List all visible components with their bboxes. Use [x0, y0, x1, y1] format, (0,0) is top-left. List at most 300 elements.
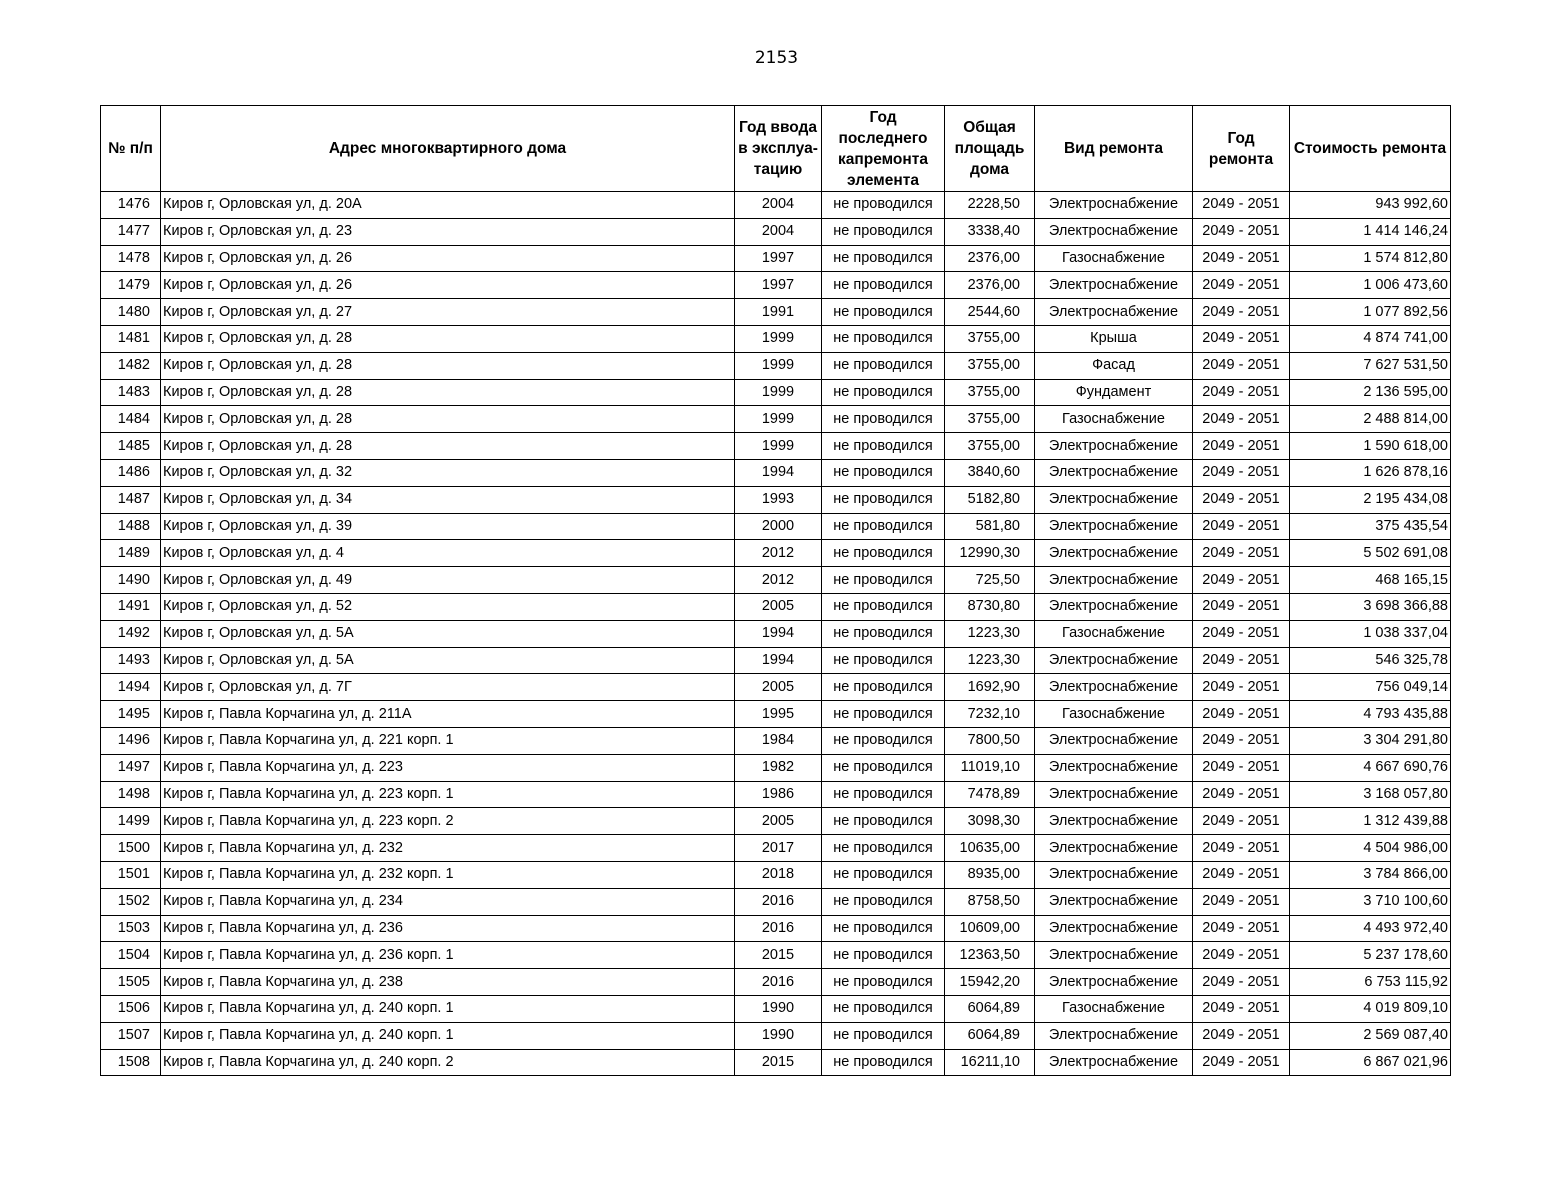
cell-repair-years: 2049 - 2051 [1193, 567, 1290, 594]
cell-area: 2376,00 [945, 272, 1035, 299]
cell-repair-type: Газоснабжение [1035, 245, 1193, 272]
cell-num: 1504 [101, 942, 161, 969]
cell-repair-years: 2049 - 2051 [1193, 245, 1290, 272]
cell-repair-type: Электроснабжение [1035, 915, 1193, 942]
cell-last-repair: не проводился [822, 352, 945, 379]
cell-year-built: 1991 [735, 299, 822, 326]
cell-address: Киров г, Орловская ул, д. 28 [161, 325, 735, 352]
cell-cost: 1 590 618,00 [1290, 433, 1451, 460]
cell-repair-type: Электроснабжение [1035, 781, 1193, 808]
header-year-built: Год ввода в эксплуа-тацию [735, 106, 822, 192]
table-row [101, 727, 1451, 754]
cell-year-built: 2017 [735, 835, 822, 862]
cell-num: 1492 [101, 620, 161, 647]
cell-address: Киров г, Орловская ул, д. 20А [161, 192, 735, 219]
cell-num: 1507 [101, 1022, 161, 1049]
cell-cost: 943 992,60 [1290, 192, 1451, 219]
cell-num: 1494 [101, 674, 161, 701]
cell-last-repair: не проводился [822, 299, 945, 326]
cell-repair-years: 2049 - 2051 [1193, 433, 1290, 460]
cell-last-repair: не проводился [822, 674, 945, 701]
cell-address: Киров г, Павла Корчагина ул, д. 236 [161, 915, 735, 942]
cell-num: 1490 [101, 567, 161, 594]
cell-address: Киров г, Орловская ул, д. 28 [161, 433, 735, 460]
cell-year-built: 2004 [735, 218, 822, 245]
cell-address: Киров г, Орловская ул, д. 32 [161, 459, 735, 486]
table-row [101, 674, 1451, 701]
cell-num: 1480 [101, 299, 161, 326]
cell-area: 11019,10 [945, 754, 1035, 781]
table-row [101, 272, 1451, 299]
cell-year-built: 2015 [735, 942, 822, 969]
cell-repair-type: Фундамент [1035, 379, 1193, 406]
header-address: Адрес многоквартирного дома [161, 106, 735, 192]
cell-repair-years: 2049 - 2051 [1193, 942, 1290, 969]
cell-num: 1476 [101, 192, 161, 219]
table-row [101, 486, 1451, 513]
cell-area: 1223,30 [945, 647, 1035, 674]
cell-address: Киров г, Павла Корчагина ул, д. 238 [161, 969, 735, 996]
cell-num: 1485 [101, 433, 161, 460]
cell-cost: 1 574 812,80 [1290, 245, 1451, 272]
cell-num: 1497 [101, 754, 161, 781]
cell-repair-type: Электроснабжение [1035, 835, 1193, 862]
cell-cost: 375 435,54 [1290, 513, 1451, 540]
cell-repair-years: 2049 - 2051 [1193, 593, 1290, 620]
cell-area: 3755,00 [945, 325, 1035, 352]
cell-year-built: 2000 [735, 513, 822, 540]
cell-area: 581,80 [945, 513, 1035, 540]
cell-repair-type: Электроснабжение [1035, 888, 1193, 915]
cell-area: 16211,10 [945, 1049, 1035, 1076]
cell-last-repair: не проводился [822, 406, 945, 433]
table-row [101, 540, 1451, 567]
cell-year-built: 2016 [735, 915, 822, 942]
cell-area: 12990,30 [945, 540, 1035, 567]
cell-cost: 1 312 439,88 [1290, 808, 1451, 835]
cell-repair-type: Электроснабжение [1035, 593, 1193, 620]
cell-repair-type: Электроснабжение [1035, 513, 1193, 540]
cell-cost: 4 504 986,00 [1290, 835, 1451, 862]
cell-num: 1506 [101, 995, 161, 1022]
cell-last-repair: не проводился [822, 1022, 945, 1049]
cell-repair-type: Газоснабжение [1035, 995, 1193, 1022]
cell-area: 1223,30 [945, 620, 1035, 647]
cell-cost: 2 136 595,00 [1290, 379, 1451, 406]
table-row [101, 888, 1451, 915]
header-num: № п/п [101, 106, 161, 192]
cell-repair-type: Электроснабжение [1035, 861, 1193, 888]
cell-area: 10635,00 [945, 835, 1035, 862]
cell-last-repair: не проводился [822, 754, 945, 781]
cell-last-repair: не проводился [822, 647, 945, 674]
cell-cost: 4 019 809,10 [1290, 995, 1451, 1022]
cell-num: 1499 [101, 808, 161, 835]
cell-cost: 3 710 100,60 [1290, 888, 1451, 915]
cell-num: 1501 [101, 861, 161, 888]
cell-year-built: 2016 [735, 969, 822, 996]
cell-repair-type: Электроснабжение [1035, 674, 1193, 701]
cell-repair-type: Газоснабжение [1035, 701, 1193, 728]
cell-year-built: 1990 [735, 1022, 822, 1049]
cell-address: Киров г, Павла Корчагина ул, д. 232 [161, 835, 735, 862]
cell-repair-type: Фасад [1035, 352, 1193, 379]
cell-year-built: 1997 [735, 245, 822, 272]
cell-last-repair: не проводился [822, 808, 945, 835]
cell-repair-years: 2049 - 2051 [1193, 727, 1290, 754]
cell-cost: 3 784 866,00 [1290, 861, 1451, 888]
cell-repair-type: Электроснабжение [1035, 192, 1193, 219]
cell-area: 7478,89 [945, 781, 1035, 808]
table-row [101, 915, 1451, 942]
table-row [101, 299, 1451, 326]
cell-repair-years: 2049 - 2051 [1193, 647, 1290, 674]
cell-num: 1500 [101, 835, 161, 862]
cell-area: 7232,10 [945, 701, 1035, 728]
cell-last-repair: не проводился [822, 593, 945, 620]
cell-num: 1479 [101, 272, 161, 299]
table-row [101, 218, 1451, 245]
cell-area: 725,50 [945, 567, 1035, 594]
cell-num: 1493 [101, 647, 161, 674]
table-row [101, 325, 1451, 352]
cell-last-repair: не проводился [822, 727, 945, 754]
cell-num: 1496 [101, 727, 161, 754]
cell-address: Киров г, Павла Корчагина ул, д. 221 корп. 1 [161, 727, 735, 754]
cell-area: 3840,60 [945, 459, 1035, 486]
cell-repair-type: Газоснабжение [1035, 406, 1193, 433]
cell-last-repair: не проводился [822, 567, 945, 594]
cell-repair-years: 2049 - 2051 [1193, 781, 1290, 808]
cell-repair-years: 2049 - 2051 [1193, 486, 1290, 513]
header-row [101, 106, 1451, 192]
cell-cost: 468 165,15 [1290, 567, 1451, 594]
cell-repair-years: 2049 - 2051 [1193, 325, 1290, 352]
table-row [101, 647, 1451, 674]
cell-area: 8758,50 [945, 888, 1035, 915]
table-row [101, 1049, 1451, 1076]
cell-address: Киров г, Орловская ул, д. 23 [161, 218, 735, 245]
cell-repair-years: 2049 - 2051 [1193, 379, 1290, 406]
cell-year-built: 1994 [735, 459, 822, 486]
cell-area: 3755,00 [945, 433, 1035, 460]
cell-repair-years: 2049 - 2051 [1193, 620, 1290, 647]
table-row [101, 701, 1451, 728]
cell-repair-type: Электроснабжение [1035, 540, 1193, 567]
cell-last-repair: не проводился [822, 325, 945, 352]
cell-last-repair: не проводился [822, 942, 945, 969]
cell-cost: 4 874 741,00 [1290, 325, 1451, 352]
cell-area: 8935,00 [945, 861, 1035, 888]
cell-last-repair: не проводился [822, 620, 945, 647]
cell-year-built: 2005 [735, 674, 822, 701]
cell-num: 1478 [101, 245, 161, 272]
cell-year-built: 1990 [735, 995, 822, 1022]
table-row [101, 379, 1451, 406]
cell-year-built: 1999 [735, 433, 822, 460]
table-row [101, 835, 1451, 862]
cell-repair-years: 2049 - 2051 [1193, 540, 1290, 567]
cell-cost: 546 325,78 [1290, 647, 1451, 674]
cell-repair-type: Электроснабжение [1035, 218, 1193, 245]
cell-repair-type: Электроснабжение [1035, 647, 1193, 674]
cell-cost: 5 237 178,60 [1290, 942, 1451, 969]
cell-cost: 4 667 690,76 [1290, 754, 1451, 781]
cell-repair-years: 2049 - 2051 [1193, 969, 1290, 996]
cell-year-built: 1993 [735, 486, 822, 513]
cell-num: 1491 [101, 593, 161, 620]
cell-year-built: 1994 [735, 647, 822, 674]
cell-cost: 6 753 115,92 [1290, 969, 1451, 996]
cell-address: Киров г, Павла Корчагина ул, д. 240 корп. 1 [161, 995, 735, 1022]
cell-last-repair: не проводился [822, 459, 945, 486]
cell-year-built: 1994 [735, 620, 822, 647]
cell-address: Киров г, Павла Корчагина ул, д. 240 корп. 2 [161, 1049, 735, 1076]
cell-repair-years: 2049 - 2051 [1193, 1022, 1290, 1049]
cell-area: 3755,00 [945, 379, 1035, 406]
cell-address: Киров г, Орловская ул, д. 28 [161, 379, 735, 406]
table-row [101, 1022, 1451, 1049]
table-row [101, 995, 1451, 1022]
table-row [101, 567, 1451, 594]
cell-area: 2228,50 [945, 192, 1035, 219]
cell-cost: 1 006 473,60 [1290, 272, 1451, 299]
cell-repair-years: 2049 - 2051 [1193, 701, 1290, 728]
cell-repair-years: 2049 - 2051 [1193, 406, 1290, 433]
cell-area: 12363,50 [945, 942, 1035, 969]
cell-year-built: 2012 [735, 540, 822, 567]
cell-year-built: 2005 [735, 808, 822, 835]
cell-cost: 756 049,14 [1290, 674, 1451, 701]
table-row [101, 459, 1451, 486]
cell-address: Киров г, Орловская ул, д. 26 [161, 272, 735, 299]
cell-repair-type: Электроснабжение [1035, 727, 1193, 754]
cell-repair-type: Электроснабжение [1035, 754, 1193, 781]
cell-repair-years: 2049 - 2051 [1193, 808, 1290, 835]
header-cost: Стоимость ремонта [1290, 106, 1451, 192]
cell-last-repair: не проводился [822, 781, 945, 808]
cell-address: Киров г, Орловская ул, д. 52 [161, 593, 735, 620]
cell-num: 1482 [101, 352, 161, 379]
cell-repair-years: 2049 - 2051 [1193, 218, 1290, 245]
table-row [101, 620, 1451, 647]
cell-address: Киров г, Орловская ул, д. 27 [161, 299, 735, 326]
cell-repair-type: Электроснабжение [1035, 567, 1193, 594]
cell-cost: 3 304 291,80 [1290, 727, 1451, 754]
cell-year-built: 1999 [735, 325, 822, 352]
cell-area: 5182,80 [945, 486, 1035, 513]
cell-address: Киров г, Орловская ул, д. 28 [161, 406, 735, 433]
cell-last-repair: не проводился [822, 486, 945, 513]
cell-address: Киров г, Павла Корчагина ул, д. 232 корп. 1 [161, 861, 735, 888]
cell-year-built: 1995 [735, 701, 822, 728]
cell-num: 1498 [101, 781, 161, 808]
cell-last-repair: не проводился [822, 861, 945, 888]
cell-num: 1487 [101, 486, 161, 513]
cell-year-built: 2012 [735, 567, 822, 594]
cell-cost: 2 195 434,08 [1290, 486, 1451, 513]
cell-last-repair: не проводился [822, 1049, 945, 1076]
cell-area: 3755,00 [945, 352, 1035, 379]
header-repair-type: Вид ремонта [1035, 106, 1193, 192]
cell-repair-type: Электроснабжение [1035, 272, 1193, 299]
cell-area: 10609,00 [945, 915, 1035, 942]
table-row [101, 969, 1451, 996]
cell-last-repair: не проводился [822, 245, 945, 272]
cell-year-built: 1999 [735, 352, 822, 379]
cell-address: Киров г, Орловская ул, д. 4 [161, 540, 735, 567]
cell-area: 3338,40 [945, 218, 1035, 245]
cell-cost: 7 627 531,50 [1290, 352, 1451, 379]
cell-year-built: 2018 [735, 861, 822, 888]
cell-num: 1508 [101, 1049, 161, 1076]
cell-cost: 1 077 892,56 [1290, 299, 1451, 326]
cell-year-built: 1999 [735, 406, 822, 433]
cell-address: Киров г, Орловская ул, д. 5А [161, 647, 735, 674]
cell-area: 3098,30 [945, 808, 1035, 835]
cell-address: Киров г, Павла Корчагина ул, д. 240 корп. 1 [161, 1022, 735, 1049]
cell-year-built: 1999 [735, 379, 822, 406]
table-row [101, 593, 1451, 620]
cell-repair-type: Электроснабжение [1035, 433, 1193, 460]
cell-num: 1489 [101, 540, 161, 567]
cell-last-repair: не проводился [822, 218, 945, 245]
cell-repair-type: Электроснабжение [1035, 459, 1193, 486]
table-row [101, 808, 1451, 835]
table-row [101, 781, 1451, 808]
cell-num: 1505 [101, 969, 161, 996]
cell-year-built: 1997 [735, 272, 822, 299]
cell-last-repair: не проводился [822, 540, 945, 567]
cell-address: Киров г, Павла Корчагина ул, д. 236 корп. 1 [161, 942, 735, 969]
cell-cost: 4 493 972,40 [1290, 915, 1451, 942]
cell-area: 6064,89 [945, 995, 1035, 1022]
table-row [101, 352, 1451, 379]
cell-repair-years: 2049 - 2051 [1193, 888, 1290, 915]
cell-num: 1486 [101, 459, 161, 486]
table-row [101, 245, 1451, 272]
cell-last-repair: не проводился [822, 701, 945, 728]
cell-cost: 1 414 146,24 [1290, 218, 1451, 245]
cell-year-built: 2015 [735, 1049, 822, 1076]
header-last-repair: Год последнего капремонта элемента [822, 106, 945, 192]
cell-repair-type: Электроснабжение [1035, 808, 1193, 835]
cell-repair-years: 2049 - 2051 [1193, 915, 1290, 942]
cell-repair-type: Газоснабжение [1035, 620, 1193, 647]
cell-address: Киров г, Орловская ул, д. 7Г [161, 674, 735, 701]
cell-address: Киров г, Орловская ул, д. 34 [161, 486, 735, 513]
cell-year-built: 2005 [735, 593, 822, 620]
cell-num: 1477 [101, 218, 161, 245]
cell-address: Киров г, Орловская ул, д. 49 [161, 567, 735, 594]
cell-address: Киров г, Павла Корчагина ул, д. 234 [161, 888, 735, 915]
cell-cost: 3 698 366,88 [1290, 593, 1451, 620]
cell-repair-years: 2049 - 2051 [1193, 272, 1290, 299]
cell-repair-years: 2049 - 2051 [1193, 459, 1290, 486]
cell-num: 1483 [101, 379, 161, 406]
cell-last-repair: не проводился [822, 433, 945, 460]
cell-address: Киров г, Орловская ул, д. 26 [161, 245, 735, 272]
cell-address: Киров г, Павла Корчагина ул, д. 223 корп. 1 [161, 781, 735, 808]
table-row [101, 513, 1451, 540]
cell-address: Киров г, Павла Корчагина ул, д. 223 корп. 2 [161, 808, 735, 835]
cell-cost: 5 502 691,08 [1290, 540, 1451, 567]
page-number: 2153 [754, 48, 799, 68]
cell-cost: 2 488 814,00 [1290, 406, 1451, 433]
cell-repair-years: 2049 - 2051 [1193, 352, 1290, 379]
cell-area: 6064,89 [945, 1022, 1035, 1049]
cell-num: 1503 [101, 915, 161, 942]
cell-year-built: 2004 [735, 192, 822, 219]
table-row [101, 861, 1451, 888]
cell-num: 1495 [101, 701, 161, 728]
cell-year-built: 2016 [735, 888, 822, 915]
table-body [101, 192, 1451, 1076]
cell-last-repair: не проводился [822, 272, 945, 299]
cell-repair-years: 2049 - 2051 [1193, 1049, 1290, 1076]
cell-last-repair: не проводился [822, 192, 945, 219]
cell-area: 2544,60 [945, 299, 1035, 326]
cell-repair-years: 2049 - 2051 [1193, 754, 1290, 781]
cell-repair-type: Электроснабжение [1035, 1022, 1193, 1049]
cell-repair-type: Электроснабжение [1035, 969, 1193, 996]
cell-year-built: 1986 [735, 781, 822, 808]
cell-repair-years: 2049 - 2051 [1193, 995, 1290, 1022]
cell-cost: 1 626 878,16 [1290, 459, 1451, 486]
cell-cost: 3 168 057,80 [1290, 781, 1451, 808]
cell-repair-years: 2049 - 2051 [1193, 835, 1290, 862]
cell-last-repair: не проводился [822, 995, 945, 1022]
cell-num: 1488 [101, 513, 161, 540]
cell-repair-type: Электроснабжение [1035, 299, 1193, 326]
cell-year-built: 1984 [735, 727, 822, 754]
cell-address: Киров г, Орловская ул, д. 28 [161, 352, 735, 379]
cell-repair-years: 2049 - 2051 [1193, 192, 1290, 219]
header-area: Общая площадь дома [945, 106, 1035, 192]
cell-repair-type: Электроснабжение [1035, 486, 1193, 513]
cell-area: 7800,50 [945, 727, 1035, 754]
cell-last-repair: не проводился [822, 513, 945, 540]
cell-repair-type: Электроснабжение [1035, 1049, 1193, 1076]
cell-area: 3755,00 [945, 406, 1035, 433]
table-row [101, 433, 1451, 460]
header-repair-years: Год ремонта [1193, 106, 1290, 192]
cell-repair-type: Электроснабжение [1035, 942, 1193, 969]
table-row [101, 406, 1451, 433]
cell-area: 1692,90 [945, 674, 1035, 701]
cell-repair-type: Крыша [1035, 325, 1193, 352]
cell-address: Киров г, Павла Корчагина ул, д. 223 [161, 754, 735, 781]
cell-area: 2376,00 [945, 245, 1035, 272]
cell-num: 1484 [101, 406, 161, 433]
table-row [101, 192, 1451, 219]
cell-address: Киров г, Павла Корчагина ул, д. 211А [161, 701, 735, 728]
table-row [101, 754, 1451, 781]
cell-cost: 4 793 435,88 [1290, 701, 1451, 728]
cell-num: 1481 [101, 325, 161, 352]
cell-area: 8730,80 [945, 593, 1035, 620]
cell-address: Киров г, Орловская ул, д. 5А [161, 620, 735, 647]
cell-last-repair: не проводился [822, 835, 945, 862]
cell-area: 15942,20 [945, 969, 1035, 996]
cell-last-repair: не проводился [822, 888, 945, 915]
cell-cost: 6 867 021,96 [1290, 1049, 1451, 1076]
cell-repair-years: 2049 - 2051 [1193, 513, 1290, 540]
cell-repair-years: 2049 - 2051 [1193, 674, 1290, 701]
cell-cost: 2 569 087,40 [1290, 1022, 1451, 1049]
cell-repair-years: 2049 - 2051 [1193, 861, 1290, 888]
cell-last-repair: не проводился [822, 915, 945, 942]
